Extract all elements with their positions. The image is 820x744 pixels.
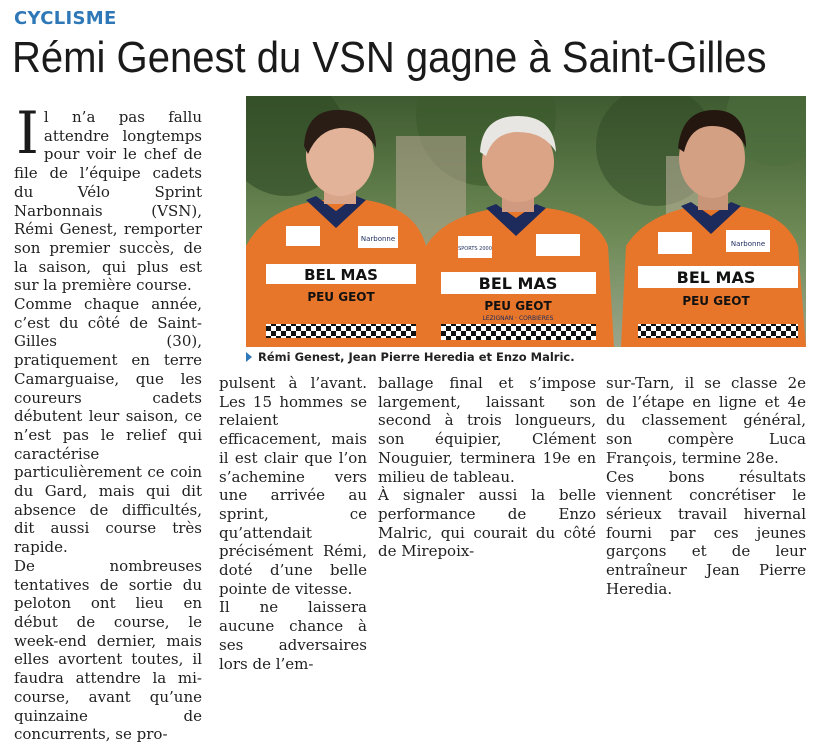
- paragraph: sur-Tarn, il se classe 2e de l’étape en ligne et 4e du classement général, son compère Luca François, termine 28e.: [606, 374, 806, 467]
- jersey-text: Narbonne: [360, 235, 396, 243]
- section-rubric: CYCLISME: [14, 8, 117, 29]
- paragraph: De nombreuses tentatives de sortie du peloton ont lieu en début de course, le week-end dernier, mais elles avortent toutes, il faudra attendre la mi-course, avant qu’une quinzaine de concurrents, se pro-: [14, 556, 202, 744]
- jersey-text: PEU GEOT: [484, 299, 552, 313]
- jersey-text: LEZIGNAN · CORBIERES: [482, 315, 554, 322]
- paragraph: ballage final et s’impose largement, laissant son second à trois longueurs, son équipier, Clément Nouguier, terminera 19e en milieu de tableau.: [378, 374, 596, 486]
- paragraph: À signaler aussi la belle performance de Enzo Malric, qui courait du côté de Mirepoix-: [378, 486, 596, 561]
- jersey-text: PEU GEOT: [307, 290, 375, 304]
- jersey-text: BEL MAS: [676, 268, 756, 287]
- jersey-text: Narbonne: [730, 240, 766, 248]
- article-column-4: [606, 374, 806, 598]
- jersey-text: PEU GEOT: [682, 294, 750, 308]
- paragraph: Comme chaque année, c’est du côté de Saint-Gilles (30), pratiquement en terre Camarguaise, que les coureurs cadets débutent leur saison, ce n’est pas le relief qui caractérise particulièrement ce coin du Gard, mais qui dit absence de difficultés, dit aussi course très rapide.: [14, 295, 202, 557]
- paragraph: Il ne laissera aucune chance à ses adversaires lors de l’em-: [219, 598, 367, 673]
- jersey-text: SPORTS 2000: [458, 246, 492, 252]
- drop-cap: I: [16, 99, 39, 167]
- article-column-1: [14, 99, 202, 744]
- caption-marker-icon: [246, 352, 252, 362]
- paragraph: pulsent à l’avant. Les 15 hommes se relaient efficacement, mais il est clair que l’on s’achemine vers une arrivée au sprint, ce qu’attendait précisément Rémi, doté d’une belle pointe de vitesse.: [219, 374, 367, 598]
- article-headline: Rémi Genest du VSN gagne à Saint-Gilles: [12, 33, 767, 82]
- jersey-text: BEL MAS: [304, 266, 378, 284]
- team-photo: [246, 96, 806, 347]
- article-column-2: [219, 374, 367, 673]
- article-column-3: [378, 374, 596, 561]
- photo-caption: Rémi Genest, Jean Pierre Heredia et Enzo Malric.: [246, 350, 806, 364]
- jersey-text: BEL MAS: [478, 274, 558, 293]
- paragraph: Il n’a pas fallu attendre longtemps pour voir le chef de file de l’équipe cadets du Vélo Sprint Narbonnais (VSN), Rémi Genest, remporter son premier succès, de la saison, qui plus est sur la première course.: [14, 99, 202, 295]
- paragraph: Ces bons résultats viennent concrétiser le sérieux travail hivernal fourni par ces jeunes garçons et de leur entraîneur Jean Pierre Heredia.: [606, 467, 806, 598]
